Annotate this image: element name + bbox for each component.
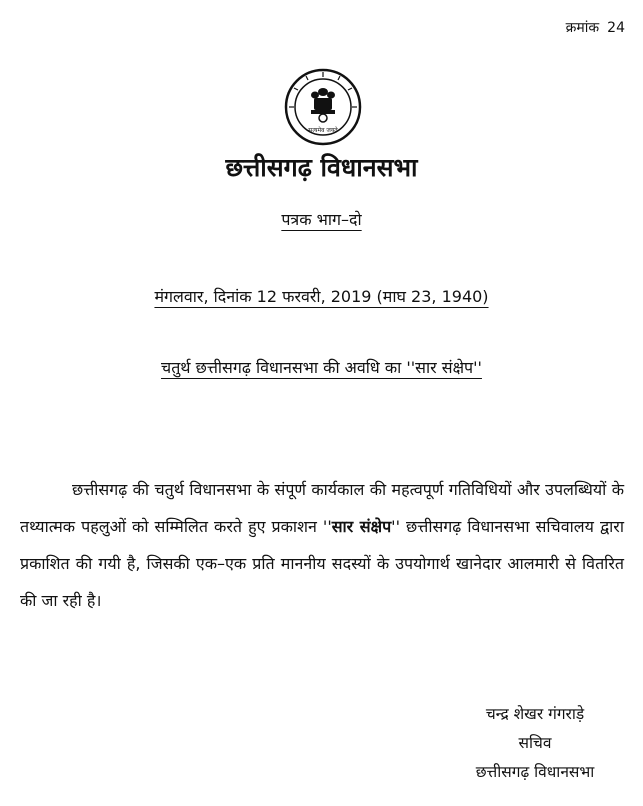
subject-text: चतुर्थ छत्तीसगढ़ विधानसभा की अवधि का ''सार संक्षेप''	[161, 358, 482, 377]
body-text-part2: '' छत्तीसगढ़ विधानसभा सचिवालय द्वारा प्रकाशित की गयी है, जिसकी एक–एक प्रति माननीय सदस्यों के उपयोगार्थ खानेदार आलमारी से वितरित की जा रही है।	[20, 517, 624, 610]
serial-label: क्रमांक	[565, 20, 600, 36]
seal-motto: सत्यमेव जयते	[308, 127, 338, 134]
serial-value: 24	[607, 20, 625, 36]
body-text-part1: छत्तीसगढ़ की चतुर्थ विधानसभा के संपूर्ण कार्यकाल की महत्वपूर्ण गतिविधियों और उपलब्धियों के तथ्यात्मक पहलुओं को सम्मिलित करते हुए प्रकाशन ''	[20, 480, 624, 536]
signatory-name: चन्द्र शेखर गंगराड़े	[485, 705, 585, 723]
signature-block	[440, 700, 630, 787]
document-subtitle	[0, 208, 643, 230]
serial-number	[566, 18, 625, 37]
subtitle-text: पत्रक भाग–दो	[281, 210, 362, 229]
signatory-office: छत्तीसगढ़ विधानसभा	[475, 763, 595, 781]
date-text: मंगलवार, दिनांक 12 फरवरी, 2019 (माघ 23, 1940)	[154, 287, 489, 306]
signatory-designation: सचिव	[518, 734, 552, 752]
subject-line	[0, 356, 643, 378]
body-paragraph	[20, 471, 624, 619]
emblem-seal-icon	[284, 68, 362, 146]
document-title: छत्तीसगढ़ विधानसभा	[225, 153, 418, 182]
date-line	[0, 285, 643, 307]
body-bold-term: सार संक्षेप	[331, 517, 392, 536]
